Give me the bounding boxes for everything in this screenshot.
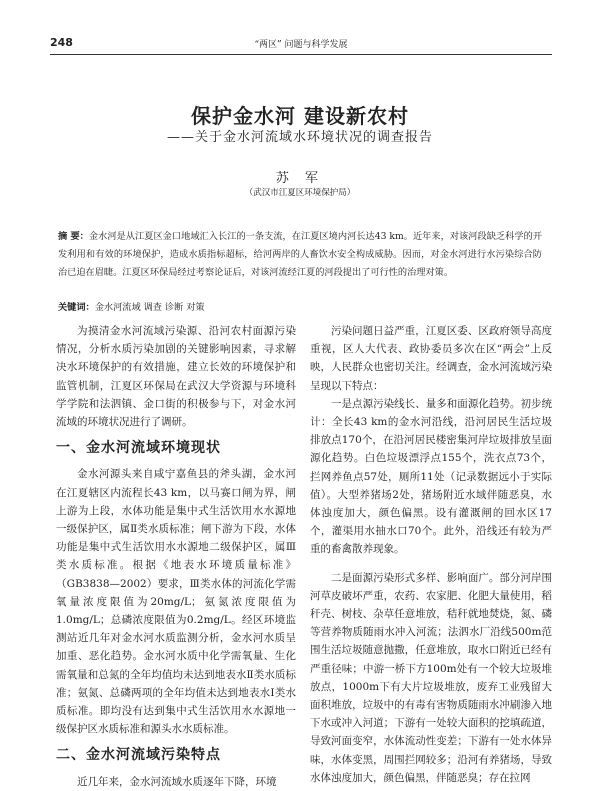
- abstract-label: 摘 要：: [58, 231, 89, 242]
- article-title: 保护金水河 建设新农村: [191, 104, 409, 128]
- intro-paragraph: 为摸清金水河流域污染源、沿河农村面源污染情况，分析水质污染加剧的关键影响因素，寻求解决水环境保护的有效措施，建立长效的环境保护和监管机制，江夏区环保局在武汉大学资源与环境科学学院和法泗镇、金口街的积极参与下，对金水河流域的环境状况进行了调研。: [56, 325, 296, 429]
- right-paragraph-2: 一是点源污染线长、量多和面源化趋势。初步统计：全长43 km的金水河沿线，沿河居民生活垃圾排放点170个，在沿河居民楼密集河岸垃圾排放呈面源化趋势。白色垃圾漂浮点155个，洗衣点73个，拦网养鱼点57处，厕所11处（记录数据远小于实际值）。大型养猪场2处，猪场附近水域伴随恶臭，水体浊度加大，颜色偏黑。设有灌溉闸的回水区17个，灌渠用水抽水口70个。此外，沿线还有较为严重的畜禽散养现象。: [310, 397, 552, 556]
- page-header: [50, 34, 552, 54]
- abstract-text: 金水河是从江夏区金口地域汇入长江的一条支流，在江夏区境内河长达43 km。近年来，对该河段缺乏科学的开发利用和有效的环境保护，造成水质指标超标，给河两岸的人畜饮水安全构成威胁。因而，对金水河进行水污染综合防治已迫在眉睫。江夏区环保局经过考察论证后，对该河流经江夏的河段提出了可行性的治理对策。: [58, 231, 543, 278]
- section-2-paragraph: 近几年来，金水河流域水质逐年下降，环境: [77, 775, 277, 788]
- header-rule: [50, 54, 552, 55]
- article-subtitle: ——关于金水河流域水环境状况的调查报告: [166, 130, 433, 145]
- left-column: [56, 322, 296, 791]
- author-affiliation: （武汉市江夏区环境保护局）: [244, 188, 356, 198]
- right-paragraph-3: 二是面源污染形式多样、影响面广。部分河岸围河草皮破坏严重，农药、农家肥、化肥大量使用，稻秆壳、树枝、杂草任意堆放，秸秆就地焚烧，氮、磷等营养物质随雨水冲入河流；法泗水厂沿线500m范围生活垃圾随意抛撒，任意堆放，取水口附近已经有严重径味；中游一桥下方100m处有一个较大垃圾堆放点，1000m下有大片垃圾堆放，废弃工业残留大面积堆放，垃圾中的有毒有害物质随雨水冲刷渗入地下水或冲入河道；下游有一处较大面积的挖填疏道，导致河面变窄，水体流动性变差；下游有一处水体异味，水体变黑，周围拦网较多；沿河有养猪场，导致水体浊度加大，颜色偏黑，伴随恶臭；存在拉网: [310, 571, 552, 784]
- section-1-paragraph: 金水河源头来自咸宁嘉鱼县的斧头湖，金水河在江夏辖区内流程长43 km，以马赛口闸为界，闸上游为上段，水体功能是集中式生活饮用水水源地一级保护区，属Ⅱ类水质标准；闸下游为下段，水体功能是集中式生活饮用水水源地二级保护区，属Ⅲ类水质标准。根据《地表水环境质量标准》（GB3838—2002）要求，Ⅲ类水体的河流化学需氧量浓度限值为20mg/L；氨氮浓度限值为1.0mg/L；总磷浓度限值为0.2mg/L。经区环境监测站近几年对金水河水质监测分析，金水河水质呈加重、恶化趋势。金水河水质中化学需氧量、生化需氧量和总氮的全年均值均未达到地表水Ⅱ类水质标准；氨氮、总磷两项的全年均值未达到地表水Ⅰ类水质标准。即均没有达到集中式生活饮用水水源地一级保护区水质标准和源头水水质标准。: [56, 468, 296, 736]
- keywords-text: 金水河流域 调查 诊断 对策: [94, 302, 205, 313]
- running-head: “两区” 问题与科学发展: [254, 40, 348, 50]
- section-1-heading: 一、金水河流域环境现状: [56, 440, 221, 457]
- right-paragraph-1: 污染问题日益严重，江夏区委、区政府领导高度重视，区人大代表、政协委员多次在区“两会”上反映，人民群众也密切关注。经调查，金水河流域污染呈现以下特点：: [310, 325, 552, 392]
- keywords: [58, 300, 542, 316]
- keywords-label: 关键词：: [58, 302, 95, 313]
- page-number: 248: [50, 36, 73, 49]
- abstract: [58, 228, 542, 282]
- author-name: 苏 军: [275, 171, 325, 186]
- right-column: [310, 322, 552, 787]
- section-2-heading: 二、金水河流域污染特点: [56, 747, 221, 764]
